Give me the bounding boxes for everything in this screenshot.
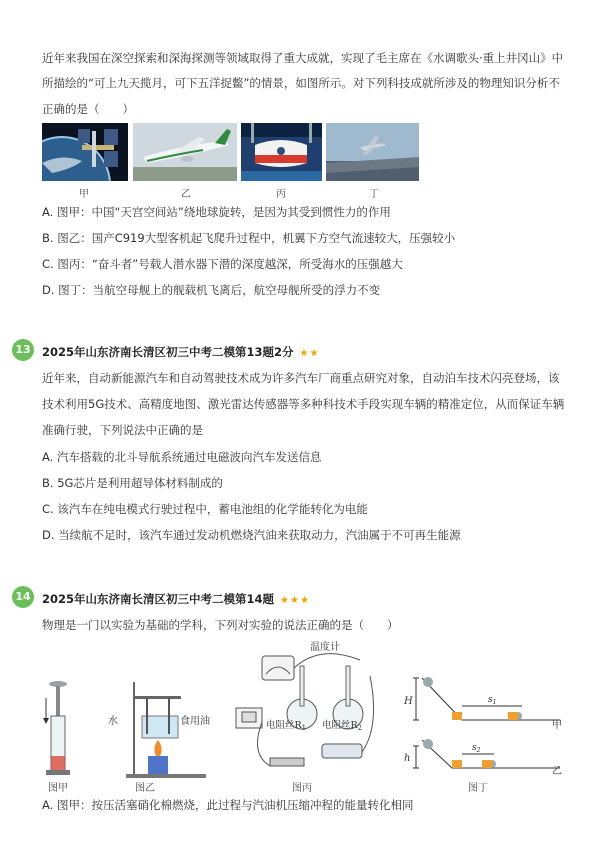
- oil-label: 食用油: [180, 716, 210, 727]
- r1-label-text: 电阻丝R: [266, 720, 302, 731]
- row-jia-label: 甲: [552, 720, 562, 731]
- q13-option-a[interactable]: A. 汽车搭载的北斗导航系统通过电磁波向汽车发送信息: [42, 450, 322, 464]
- s1-label-sub: 1: [492, 699, 497, 706]
- question-number-badge: 14: [12, 586, 34, 608]
- q12-option-b[interactable]: B. 图乙：国产C919大型客机起飞爬升过程中，机翼下方空气流速较大，压强较小: [42, 231, 456, 245]
- q13-title-text: 2025年山东济南长清区初三中考二模第13题2分: [42, 345, 294, 359]
- q13-option-d[interactable]: D. 当续航不足时，该汽车通过发动机燃烧汽油来获取动力，汽油属于不可再生能源: [42, 528, 461, 542]
- thermometer-label: 温度计: [310, 642, 340, 653]
- q13-stem-line1: 近年来，自动新能源汽车和自动驾驶技术成为许多汽车厂商重点研究对象，自动泊车技术闪亮登场，该: [42, 371, 560, 385]
- water-label: 水: [108, 716, 118, 727]
- q12-stem-line3: 正确的是（ ）: [42, 102, 134, 116]
- c919-airplane-photo: [133, 123, 237, 181]
- photo-caption-bing: 丙: [276, 189, 286, 200]
- s2-label-text: s: [472, 743, 477, 753]
- q13-option-c[interactable]: C. 该汽车在纯电模式行驶过程中，蓄电池组的化学能转化为电能: [42, 502, 368, 516]
- incline-block-figure: [403, 677, 562, 777]
- q12-option-d[interactable]: D. 图丁：当航空母舰上的舰载机飞离后，航空母舰所受的浮力不变: [42, 283, 381, 297]
- submersible-photo: [241, 123, 322, 181]
- q13-stem-line2: 技术利用5G技术、高精度地图、激光雷达传感器等多种科技术手段实现车辆的精准定位，从而保证车辆: [42, 397, 565, 411]
- q12-option-c[interactable]: C. 图丙：“奋斗者”号载人潜水器下潜的深度越深，所受海水的压强越大: [42, 257, 403, 271]
- r2-label-sub: 2: [357, 724, 363, 732]
- r1-label-sub: 1: [301, 724, 307, 732]
- difficulty-stars: ★★★: [280, 595, 310, 606]
- space-station-photo: [42, 123, 128, 181]
- r2-label-text: 电阻丝R: [322, 720, 358, 731]
- resistance-wire-circuit-figure: [236, 640, 374, 766]
- question-number-badge: 13: [12, 339, 34, 361]
- s1-label: [488, 695, 496, 706]
- piston-apparatus-figure: [43, 681, 70, 775]
- figure-caption-bing: 图丙: [292, 783, 312, 794]
- carrier-jet-photo: [326, 123, 419, 181]
- row-yi-label: 乙: [552, 766, 562, 777]
- heating-beakers-figure: [108, 682, 210, 778]
- r2-label: [322, 719, 362, 732]
- q13-option-b[interactable]: B. 5G芯片是利用超导体材料制成的: [42, 476, 223, 490]
- difficulty-stars: ★★: [299, 348, 320, 359]
- photo-caption-jia: 甲: [79, 189, 89, 200]
- q14-stem-line1: 物理是一门以实验为基础的学科，下列对实验的说法正确的是（ ）: [42, 618, 399, 632]
- photo-caption-yi: 乙: [181, 189, 191, 200]
- q12-stem-line2: 所描绘的“可上九天揽月，可下五洋捉鳖”的情景，如图所示。对下列科技成就所涉及的物理知识分析不: [42, 76, 560, 90]
- s1-label-text: s: [488, 695, 493, 705]
- height-small-h-label: h: [404, 753, 411, 764]
- experiment-figures: [30, 636, 590, 780]
- q12-stem-line1: 近年来我国在深空探索和深海探测等领域取得了重大成就，实现了毛主席在《水调歌头·重上井冈山》中: [42, 51, 564, 65]
- q13-title: [42, 344, 319, 360]
- q13-stem-line3: 准确行驶，下列说法中正确的是: [42, 423, 203, 437]
- q14-option-a[interactable]: A. 图甲：按压活塞硝化棉燃烧，此过程与汽油机压缩冲程的能量转化相同: [42, 798, 414, 812]
- q14-title-text: 2025年山东济南长清区初三中考二模第14题: [42, 592, 275, 606]
- figure-caption-yi: 图乙: [135, 783, 155, 794]
- s2-label: [472, 743, 481, 754]
- q14-title: [42, 591, 310, 607]
- s2-label-sub: 2: [476, 747, 481, 754]
- photo-caption-ding: 丁: [369, 189, 379, 200]
- height-h-label: H: [404, 696, 413, 707]
- r1-label: [266, 719, 306, 732]
- q12-option-a[interactable]: A. 图甲：中国“天宫空间站”绕地球旋转，是因为其受到惯性力的作用: [42, 205, 391, 219]
- figure-caption-jia: 图甲: [48, 783, 68, 794]
- figure-caption-ding: 图丁: [468, 783, 488, 794]
